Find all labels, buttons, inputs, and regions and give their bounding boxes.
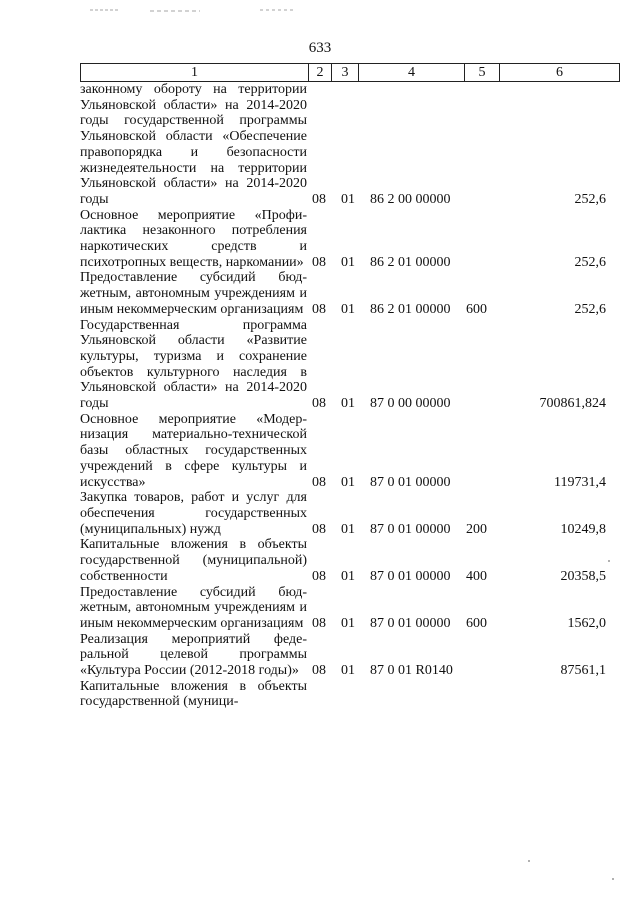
row-target-code: 86 2 00 00000	[370, 191, 451, 207]
row-description: Закупка товаров, работ и услуг для обеспечения государственных (муниципальных) нужд	[80, 490, 307, 537]
row-section: 08	[312, 396, 326, 412]
table-row	[80, 270, 620, 317]
row-section: 08	[312, 474, 326, 490]
budget-table	[80, 63, 620, 710]
row-subsection: 01	[341, 396, 355, 412]
header-col-6: 6	[499, 64, 619, 81]
header-col-2: 2	[308, 64, 331, 81]
row-amount: 20358,5	[560, 568, 606, 584]
scan-speck	[612, 878, 614, 880]
row-section: 08	[312, 301, 326, 317]
table-row	[80, 318, 620, 412]
row-subsection: 01	[341, 474, 355, 490]
table-row	[80, 537, 620, 584]
row-expense-type: 600	[466, 615, 487, 631]
scan-speck	[528, 860, 530, 862]
row-amount: 119731,4	[554, 474, 606, 490]
row-description: законному обороту на территории Ульяновской области» на 2014-2020 годы государственной программы Ульяновской области «Обеспечение правопорядка и безопасности жизнедеятельности на территории Ульяновской области» на 2014-2020 годы	[80, 82, 307, 207]
header-col-5: 5	[464, 64, 499, 81]
row-subsection: 01	[341, 254, 355, 270]
table-header	[80, 63, 620, 82]
row-section: 08	[312, 568, 326, 584]
header-col-1: 1	[191, 65, 198, 80]
row-subsection: 01	[341, 191, 355, 207]
row-target-code: 87 0 00 00000	[370, 396, 451, 412]
header-col-4: 4	[358, 64, 464, 81]
row-subsection: 01	[341, 301, 355, 317]
row-section: 08	[312, 191, 326, 207]
table-row	[80, 632, 620, 679]
row-amount: 1562,0	[567, 615, 606, 631]
row-section: 08	[312, 521, 326, 537]
table-row	[80, 208, 620, 271]
row-target-code: 86 2 01 00000	[370, 301, 451, 317]
scan-artifact	[90, 8, 300, 14]
row-subsection: 01	[341, 663, 355, 679]
row-description: Основное мероприятие «Профилактика незаконного потребления наркотических средств и психотропных веществ, наркомании»	[80, 207, 307, 270]
row-subsection: 01	[341, 568, 355, 584]
row-target-code: 87 0 01 00000	[370, 474, 451, 490]
row-section: 08	[312, 663, 326, 679]
row-target-code: 87 0 01 00000	[370, 568, 451, 584]
row-target-code: 87 0 01 00000	[370, 521, 451, 537]
row-subsection: 01	[341, 521, 355, 537]
row-description: Капитальные вложения в объекты государственной (муници-	[80, 678, 307, 710]
header-col-3: 3	[331, 64, 358, 81]
row-description: Реализация мероприятий федеральной целевой программы «Культура России (2012-2018 годы)»	[80, 631, 307, 679]
row-description: Предоставление субсидий бюджетным, автономным учреждениям и иным некоммерческим организациям	[80, 584, 307, 631]
row-target-code: 87 0 01 R0140	[370, 663, 453, 679]
page-number: 633	[308, 40, 332, 56]
row-amount: 252,6	[574, 191, 606, 207]
row-target-code: 87 0 01 00000	[370, 615, 451, 631]
table-row	[80, 585, 620, 632]
row-description: Капитальные вложения в объекты государственной (муниципальной) собственности	[80, 537, 307, 584]
row-description: Предоставление субсидий бюджетным, автономным учреждениям и иным некоммерческим организациям	[80, 270, 307, 317]
row-description: Государственная программа Ульяновской области «Развитие культуры, туризма и сохранение объектов культурного наследия в Ульяновской области» на 2014-2020 годы	[80, 317, 307, 412]
row-amount: 252,6	[574, 301, 606, 317]
table-row	[80, 490, 620, 537]
row-expense-type: 400	[466, 568, 487, 584]
table-row	[80, 82, 620, 208]
row-amount: 10249,8	[560, 521, 606, 537]
row-amount: 252,6	[574, 254, 606, 270]
row-amount: 87561,1	[560, 663, 606, 679]
row-subsection: 01	[341, 615, 355, 631]
scan-speck	[608, 560, 610, 562]
row-section: 08	[312, 615, 326, 631]
row-expense-type: 600	[466, 301, 487, 317]
row-target-code: 86 2 01 00000	[370, 254, 451, 270]
row-section: 08	[312, 254, 326, 270]
table-row	[80, 679, 620, 710]
row-amount: 700861,824	[539, 396, 606, 412]
row-expense-type: 200	[466, 521, 487, 537]
row-description: Основное мероприятие «Модернизация материально-технической базы областных государственных учреждений в сфере культуры и искусства»	[80, 411, 307, 490]
table-row	[80, 412, 620, 491]
